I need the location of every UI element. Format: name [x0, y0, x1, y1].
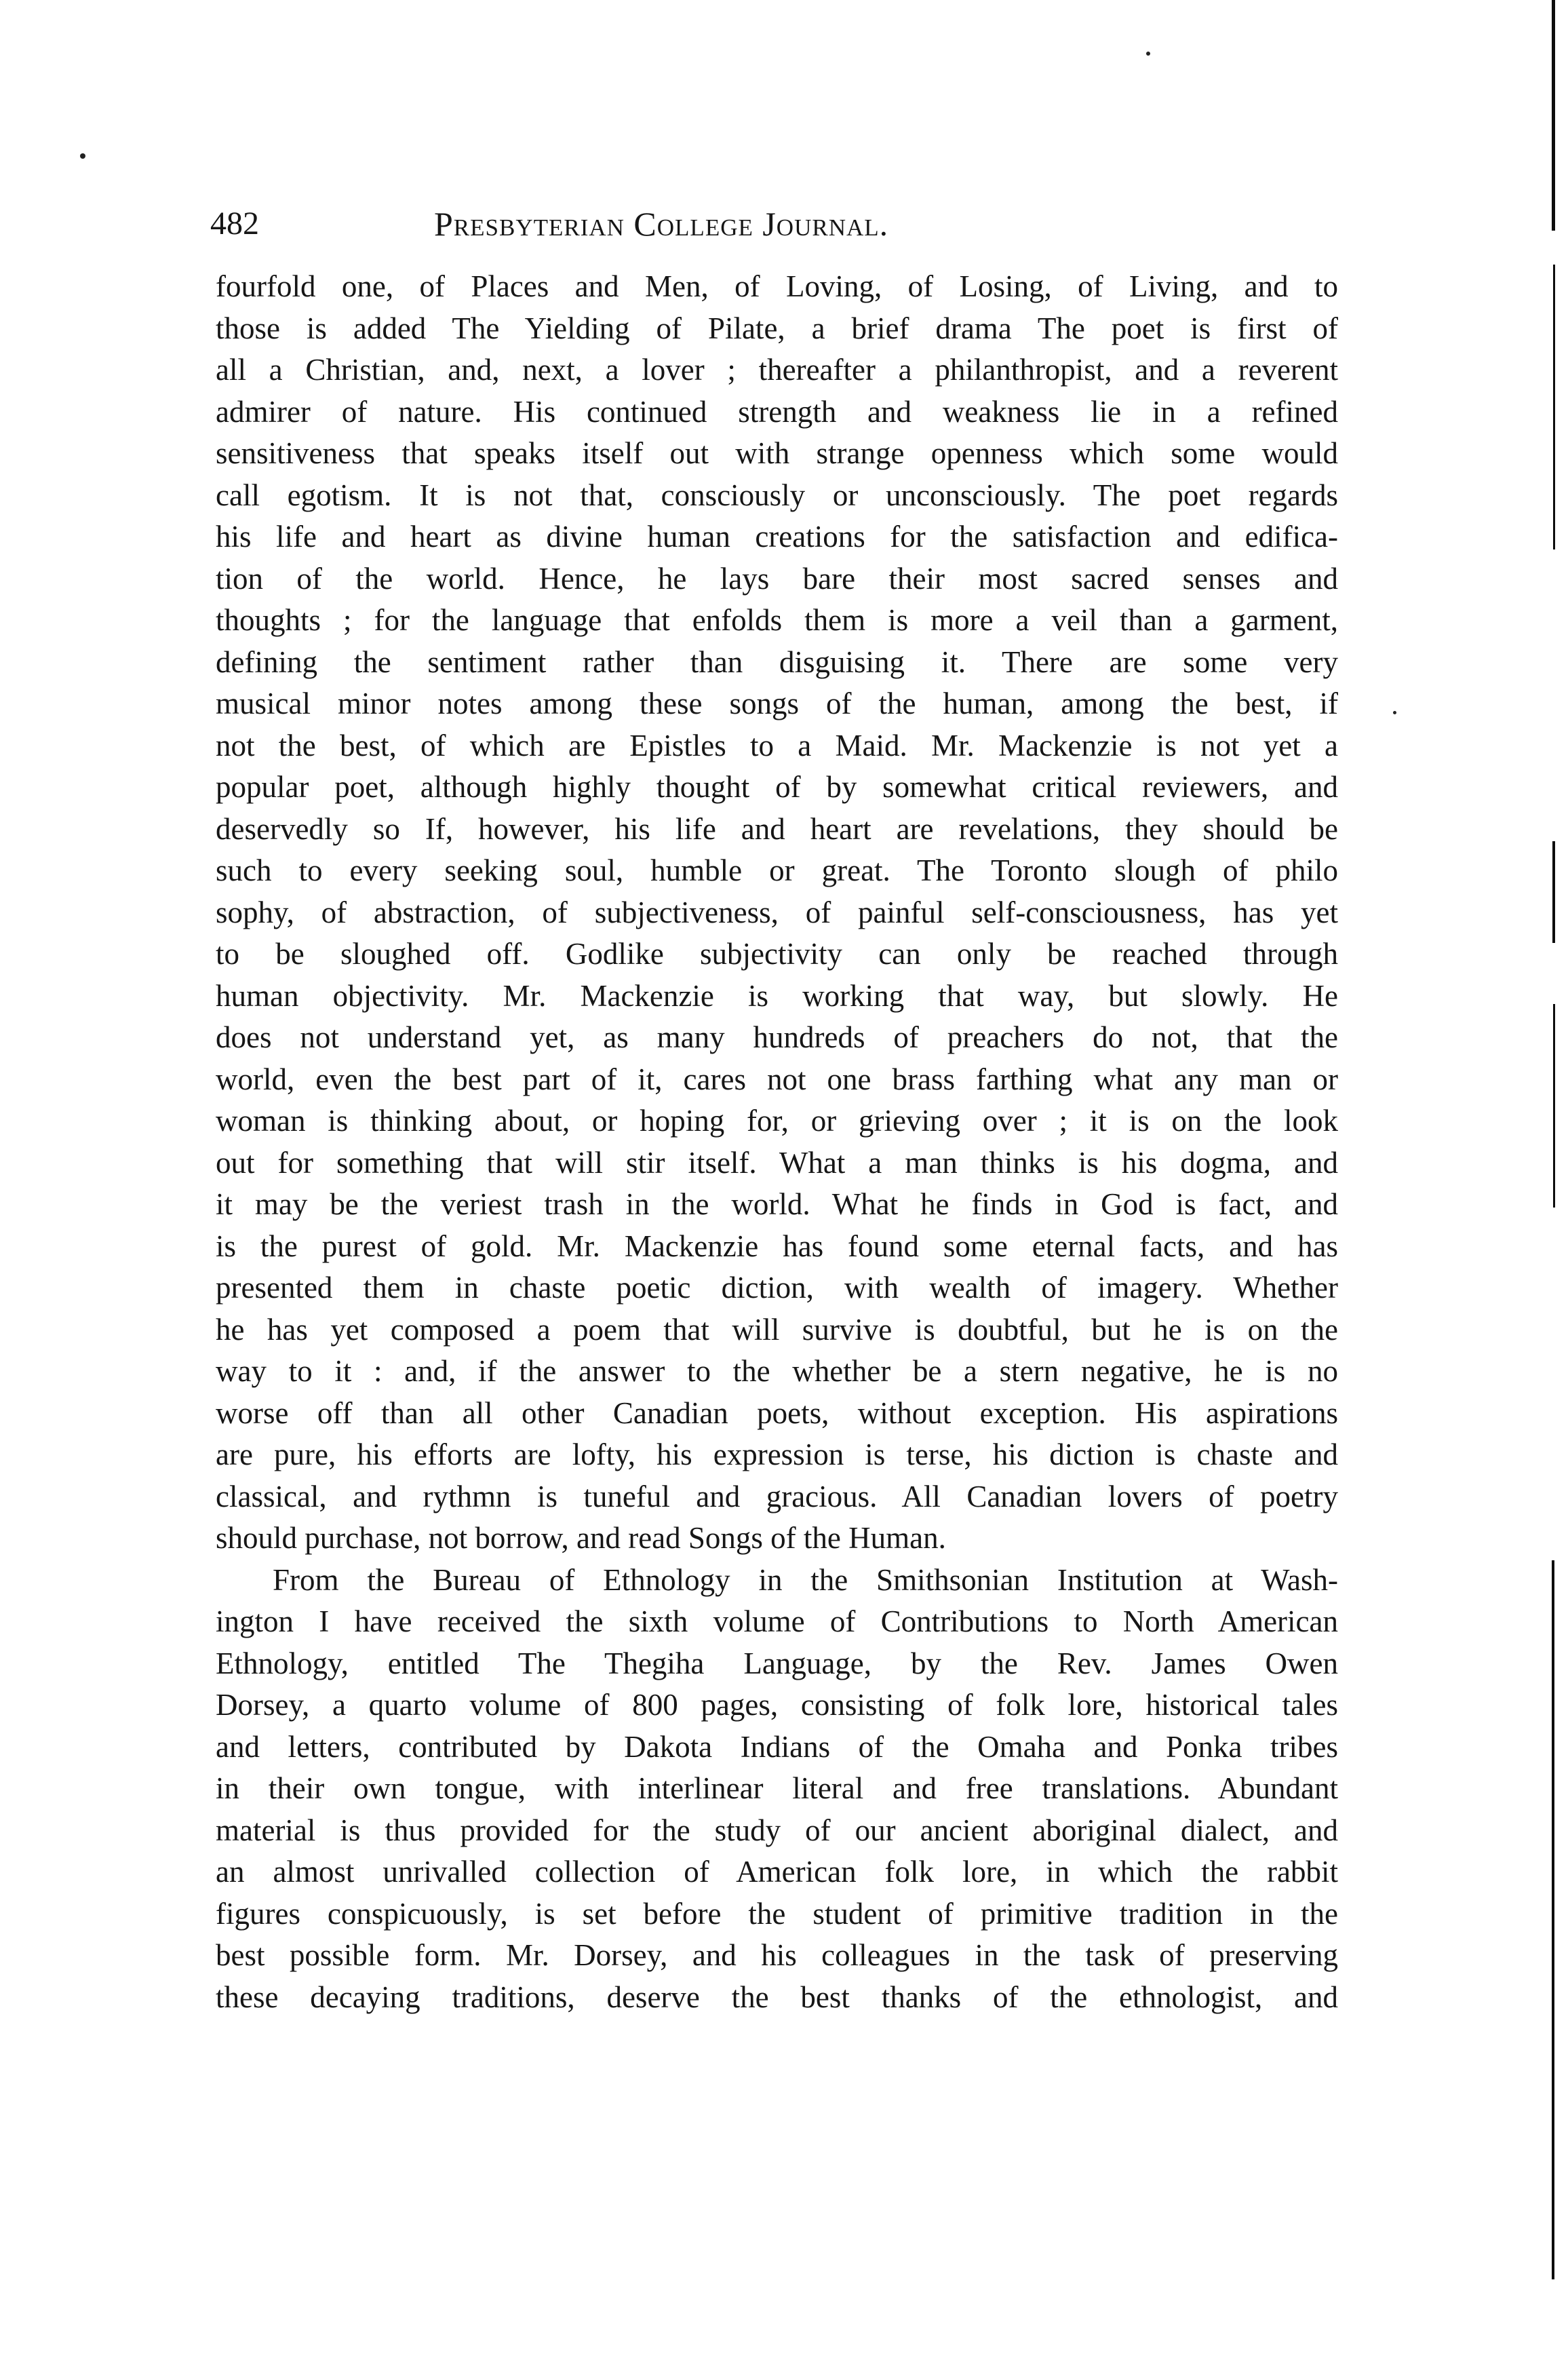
text-line: From the Bureau of Ethnology in the Smithsonian Institution at Wash-	[273, 1562, 1338, 1597]
text-line: an almost unrivalled collection of American folk lore, in which the rabbit	[216, 1855, 1338, 1889]
binding-edge-line	[1553, 265, 1555, 549]
text-line: human objectivity. Mr. Mackenzie is working that way, but slowly. He	[216, 978, 1338, 1013]
text-line: best possible form. Mr. Dorsey, and his colleagues in the task of preserving	[216, 1938, 1338, 1972]
text-line: and letters, contributed by Dakota Indians of the Omaha and Ponka tribes	[216, 1729, 1338, 1764]
text-line: all a Christian, and, next, a lover ; thereafter a philanthropist, and a reverent	[216, 353, 1338, 387]
scan-speck	[1146, 52, 1150, 56]
text-line: ington I have received the sixth volume of Contributions to North American	[216, 1604, 1338, 1638]
text-line: thoughts ; for the language that enfolds them is more a veil than a garment,	[216, 603, 1338, 637]
text-line: admirer of nature. His continued strength and weakness lie in a refined	[216, 394, 1338, 429]
text-line: popular poet, although highly thought of by somewhat critical reviewers, and	[216, 770, 1338, 804]
text-line: sensitiveness that speaks itself out with strange openness which some would	[216, 436, 1338, 470]
text-line: Dorsey, a quarto volume of 800 pages, consisting of folk lore, historical tales	[216, 1688, 1338, 1722]
text-line: does not understand yet, as many hundreds of preachers do not, that the	[216, 1020, 1338, 1054]
text-line: are pure, his efforts are lofty, his expression is terse, his diction is chaste and	[216, 1438, 1338, 1471]
text-line: worse off than all other Canadian poets, without exception. His aspirations	[216, 1395, 1338, 1430]
text-line: call egotism. It is not that, consciously or unconsciously. The poet regards	[216, 478, 1338, 512]
scan-speck	[1393, 711, 1396, 714]
text-line: fourfold one, of Places and Men, of Loving, of Losing, of Living, and to	[216, 269, 1338, 303]
text-line: to be sloughed off. Godlike subjectivity can only be reached through	[216, 937, 1338, 971]
text-line: way to it : and, if the answer to the whether be a stern negative, he is no	[216, 1354, 1338, 1388]
text-line: sophy, of abstraction, of subjectiveness, of painful self-consciousness, has yet	[216, 895, 1338, 929]
binding-edge-line	[1552, 1560, 1554, 2279]
text-line: these decaying traditions, deserve the best thanks of the ethnologist, and	[216, 1980, 1338, 2014]
text-line: world, even the best part of it, cares not one brass farthing what any man or	[216, 1062, 1338, 1096]
page-header	[210, 197, 1350, 251]
text-line: tion of the world. Hence, he lays bare their most sacred senses and	[216, 561, 1338, 596]
text-line: material is thus provided for the study of our ancient aboriginal dialect, and	[216, 1813, 1338, 1847]
text-line: should purchase, not borrow, and read Songs of the Human.	[216, 1521, 946, 1555]
binding-edge-line	[1553, 1004, 1555, 1208]
page-number: 482	[210, 206, 259, 242]
text-line: deservedly so If, however, his life and heart are revelations, they should be	[216, 811, 1338, 846]
text-line: is the purest of gold. Mr. Mackenzie has found some eternal facts, and has	[216, 1229, 1338, 1263]
text-line: presented them in chaste poetic diction, with wealth of imagery. Whether	[216, 1271, 1338, 1305]
text-line: he has yet composed a poem that will survive is doubtful, but he is on the	[216, 1312, 1338, 1347]
body-text	[216, 266, 1338, 2018]
text-line: musical minor notes among these songs of the human, among the best, if	[216, 687, 1338, 720]
text-line: Ethnology, entitled The Thegiha Language, by the Rev. James Owen	[216, 1646, 1338, 1680]
binding-edge-line	[1552, 841, 1555, 943]
text-line: his life and heart as divine human creations for the satisfaction and edifica-	[216, 520, 1338, 554]
text-line: not the best, of which are Epistles to a Maid. Mr. Mackenzie is not yet a	[216, 728, 1338, 763]
text-line: in their own tongue, with interlinear literal and free translations. Abundant	[216, 1771, 1338, 1805]
text-line: those is added The Yielding of Pilate, a brief drama The poet is first of	[216, 311, 1338, 345]
scan-speck	[80, 153, 85, 159]
running-title: Presbyterian College Journal.	[434, 205, 889, 243]
text-line: classical, and rythmn is tuneful and gracious. All Canadian lovers of poetry	[216, 1479, 1338, 1513]
text-line: figures conspicuously, is set before the student of primitive tradition in the	[216, 1896, 1338, 1931]
text-line: defining the sentiment rather than disguising it. There are some very	[216, 644, 1338, 679]
text-line: out for something that will stir itself. What a man thinks is his dogma, and	[216, 1145, 1338, 1180]
text-line: it may be the veriest trash in the world. What he finds in God is fact, and	[216, 1187, 1338, 1221]
text-line: woman is thinking about, or hoping for, or grieving over ; it is on the look	[216, 1104, 1338, 1138]
binding-edge-line	[1552, 0, 1555, 231]
text-line: such to every seeking soul, humble or great. The Toronto slough of philo	[216, 853, 1338, 887]
